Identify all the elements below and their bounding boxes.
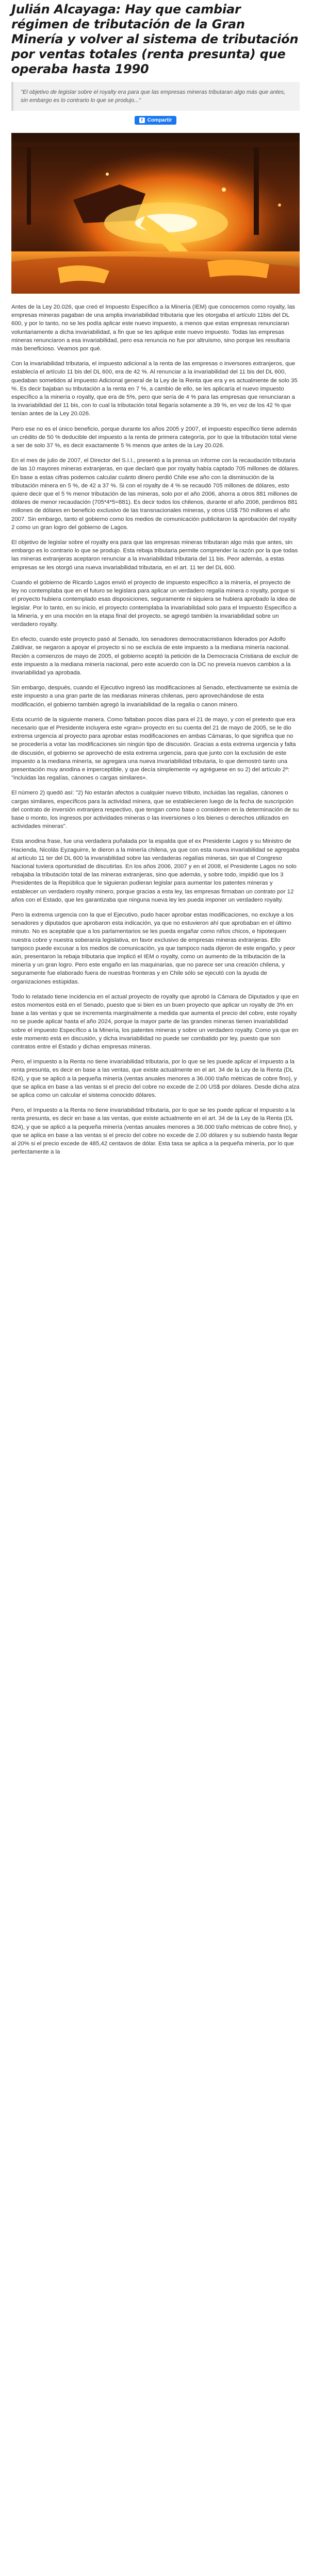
share-row <box>11 116 300 125</box>
article-photo <box>11 133 300 294</box>
paragraph: Esta ocurrió de la siguiente manera. Como faltaban pocos días para el 21 de mayo, y con el pretexto que era necesario que el Presidente incluyera este «gran» proyecto en su cuenta del 21 de mayo de 2005, se le dio extrema urgencia al proyecto para aprobar estas modificaciones en ambas Cámaras, lo que significa que no se procedería a votar las modificaciones sin ningún tipo de discusión. Gracias a esta extrema urgencia y falta de discusión, el gobierno se aprovechó de esta extrema urgencia, para que junto con la exclusión de este impuesto a la mediana minería, se agregara una nueva invariabilidad tributaria, lo que demostró tanto una presentación muy anodina e imperceptible, y que decía simplemente «y agréguese en su 2) del artículo 2º: "incluidas las regalías, cánones o cargas similares». <box>11 716 296 782</box>
paragraph: Esta anodina frase, fue una verdadera puñalada por la espalda que el ex Presidente Lagos y su Ministro de Hacienda, Nicolás Eyzaguirre, le dieron a la minería chilena, ya que con esta nueva invariabilidad se agregaba al artículo 11 ter del DL 600 la invariabilidad sobre las verdaderas regalías mineras, sin que el Congreso Nacional tuviera oportunidad de discutirlas. En los años 2006, 2007 y en el 2008, el Presidente Lagos no solo rebajaba la tributación total de las mineras extranjeras, sino que además, y sobre todo, impidió que los 3 Presidentes de la República que le siguieran pudieran legislar para aumentar los patentes mineras y establecer un verdadero royalty minero, porque gracias a esta ley, las empresas firmaban un contrato por 12 años con el Estado, que les garantizaba que ninguna nueva ley les pueda imponer un verdadero royalty. <box>11 838 300 903</box>
facebook-share-button[interactable] <box>135 116 177 125</box>
paragraph: Antes de la Ley 20.026, que creó el Impuesto Específico a la Minería (IEM) que conocemos como royalty, las empresas mineras pagaban de una amplia invariabilidad tributaria que les otorgaba el artículo 11bis del DL 600, y por lo tanto, no se les podía aplicar este nuevo impuesto, a menos que estas empresas renunciaran voluntariamente a dicha invariabilidad, a fin que se les aplique este nuevo impuesto. Todas las empresas mineras renunciaron a esa invariabilidad, pero esa renuncia no fue por altruismo, sino porque les resultaría más beneficioso. Veamos por qué. <box>11 304 295 352</box>
paragraph: Todo lo relatado tiene incidencia en el actual proyecto de royalty que aprobó la Cámara de Diputados y que en estos momentos está en el Senado, puesto que si bien es un buen proyecto que aplicar un royalty de 3% en base a las ventas y que se incrementa marginalmente a medida que aumenta el precio del cobre, este royalty no se puede aplicar hasta el año 2024, porque la mayor parte de las grandes mineras tienen invariabilidad sobre el impuesto Específico a la Minería, los patentes mineras y sobre un verdadero royalty. Como ya que en este momento está en discusión, y dicha invariabilidad no puede ser combatido por ley, puesto que son contratos entre el Estado y dichas empresas mineras. <box>11 993 299 1050</box>
paragraph: En efecto, cuando este proyecto pasó al Senado, los senadores democratacristianos liderados por Adolfo Zaldívar, se negaron a apoyar el proyecto si no se excluía de este impuesto a la mediana minería nacional. Recién a comienzos de mayo de 2005, el gobierno aceptó la petición de la Democracia Cristiana de excluir de este impuesto a la mediana minería nacional, pero este acuerdo con la DC no preveía nuevos cambios a la invariabilidad ya aprobada. <box>11 636 298 676</box>
share-label: Compartir <box>147 117 172 123</box>
paragraph: El objetivo de legislar sobre el royalty era para que las empresas mineras tributaran algo más que antes, sin embargo es lo contrario lo que se produjo. Esta rebaja tributaria permite comprender la razón por la que todas las mineras extranjeras aceptaron renunciar a la invariabilidad tributaria del 11 bis. Peor además, a estas empresas se les otorgó una nueva invariabilidad tributaria, en el art. 11 ter del DL 600. <box>11 539 298 571</box>
paragraph: Sin embargo, después, cuando el Ejecutivo ingresó las modificaciones al Senado, efectivamente se eximía de este impuesto a una gran parte de las medianas mineras chilenas, pero aprovechándose de esta modificación, el gobierno también agregó la invariabilidad de la regalía o canon minero. <box>11 685 298 708</box>
paragraph: Con la invariabilidad tributaria, el impuesto adicional a la renta de las empresas o inversores extranjeros, que establecía el artículo 11 bis del DL 600, era de 42 %. Al renunciar a la invariabilidad del 11 bis del DL 600, quedaban sometidos al impuesto Adicional general de la Ley de la Renta que era y es actualmente de solo 35 %. Es decir bajaban su tributación a la renta en 7 %, a cambio de ello, se les aplicaría el nuevo impuesto específico a la minería o royalty, que era de 5%, pero que sería de 4 % para las empresas que renunciaran a la invariabilidad del 11 bis, con lo cual la tributación total llegaría solamente a 39 %, en vez de los 42 % que tenían antes de la Ley 20.026. <box>11 361 298 417</box>
article-lead-quote: "El objetivo de legislar sobre el royalty era para que las empresas mineras tributaran algo más que antes, sin embargo es lo contrario lo que se produjo..." <box>11 82 300 111</box>
paragraph: Cuando el gobierno de Ricardo Lagos envió el proyecto de impuesto específico a la minería, el proyecto de ley no contemplaba que en el futuro se legislara para aplicar un verdadero regalía minera o royalty, porque si el proyecto hubiera contemplado esas disposiciones, seguramente ni siquiera se hubiera aprobado la idea de legislar. Por lo tanto, en su inicio, el proyecto contemplaba la invariabilidad solo para el Impuesto Específico a la Minería, y en una moción en la etapa final del proyecto, se agregó también la invariabilidad sobre un verdadero royalty. <box>11 579 297 628</box>
article-body <box>11 303 300 1156</box>
paragraph: Pero ese no es el único beneficio, porque durante los años 2005 y 2007, el impuesto específico tiene además un crédito de 50 % deducible del impuesto a la renta de primera categoría, por lo que la tributación total viene a ser de solo 37 %, es decir exactamente 5 % menos que antes de la Ley 20.026. <box>11 426 297 449</box>
paragraph: En el mes de julio de 2007, el Director del S.I.I., presentó a la prensa un informe con la recaudación tributaria de las 10 mayores mineras extranjeras, en que declaró que por royalty había captado 705 millones de dólares. En base a estas cifras podemos calcular cuánto dinero perdió Chile ese año con la disminución de la tributación minera en 5 %, de 42 a 37 %. Si con el royalty de 4 % se recaudó 705 millones de dólares, esto quiere decir que el 5 % menor tributación de las mineras, solo por el año 2006, ahorra a otros 881 millones de dólares de menor recaudación (705*4*5=881). Es decir todos los chilenos, durante el año 2006, perdimos 881 millones de dólares en beneficio exclusivo de las transnacionales mineras, y otros US$ 750 millones el año 2007. Sin embargo, tanto el gobierno como los medios de comunicación publicitaron la aprobación del royalty 2 como un gran logro del gobierno de Lagos. <box>11 457 300 531</box>
paragraph: Pero, el impuesto a la Renta no tiene invariabilidad tributaria, por lo que se les puede aplicar el impuesto a la renta presunta, es decir en base a las ventas, que existe actualmente en el art. 34 de la Ley de la Renta (DL 824), y que se aplicó a la pequeña minería (ventas anuales menores a 36.000 t/año métricas de cobre fino), y que se aplica en base a las ventas si el precio del cobre no excede de 2.00 US$ por dólares. Desde dicha alza se aplica como un calcular el sistema conocido dólares. <box>11 1059 300 1099</box>
facebook-icon: f <box>139 117 145 123</box>
article-page <box>0 0 311 1178</box>
article-title: Julián Alcayaga: Hay que cambiar régimen de tributación de la Gran Minería y volver al sistema de tributación por ventas totales (renta presunta) que operaba hasta 1990 <box>11 2 299 76</box>
paragraph: El número 2) quedó así: "2) No estarán afectos a cualquier nuevo tributo, incluidas las regalías, cánones o cargas similares, específicos para la actividad minera, que se establecieren luego de la fecha de suscripción del contrato de inversión extranjera respectivo, que tengan como base o consideren en la determinación de su base o monto, los ingresos por actividades mineras o las inversiones o los bienes o derechos utilizados en actividades mineras". <box>11 790 299 830</box>
paragraph: Pero, el Impuesto a la Renta no tiene invariabilidad tributaria, por lo que se les puede aplicar el impuesto a la renta presunta, es decir en base a las ventas, que existe actualmente en el art. 34 de la Ley de la Renta (DL 824), y que se aplicó a la pequeña minería (ventas anuales menores a 36.000 t/año métricas de cobre fino), y que se aplica en base a las ventas si el precio del cobre no excede de 2.00 dólares y su subiendo hasta llegar al 20% si el precio excede de 485,42 centavos de dólar. Esta tasa se aplica a la pequeña minería, por lo que perfectamente a la <box>11 1107 298 1156</box>
paragraph: Pero la extrema urgencia con la que el Ejecutivo, pudo hacer aprobar estas modificaciones, no excluye a los senadores y diputados que aprobaron esta indicación, ya que no estuvieron ahí que aprobaban en el último minuto. No es aceptable que a los parlamentarios se les pueda engañar como niños chicos, e hipotequen nuestra cobre y nuestra soberanía legislativa, en favor exclusivo de empresas mineras extranjeras. Ello tampoco puede excusar a los medios de comunicación, ya que tampoco nada dijeron de este engaño, y peor aún, presentaron la rebaja tributaria que implicó el IEM o royalty, como un aumento de la tributación de la minería y un gran logro. Pero este engaño en las maquinarias, que no parece ser una creación chilena, y seguramente fue elaborado fuera de nuestras fronteras y en Chile sólo se ejecutó con la ayuda de organizaciones estúpidas. <box>11 912 296 985</box>
